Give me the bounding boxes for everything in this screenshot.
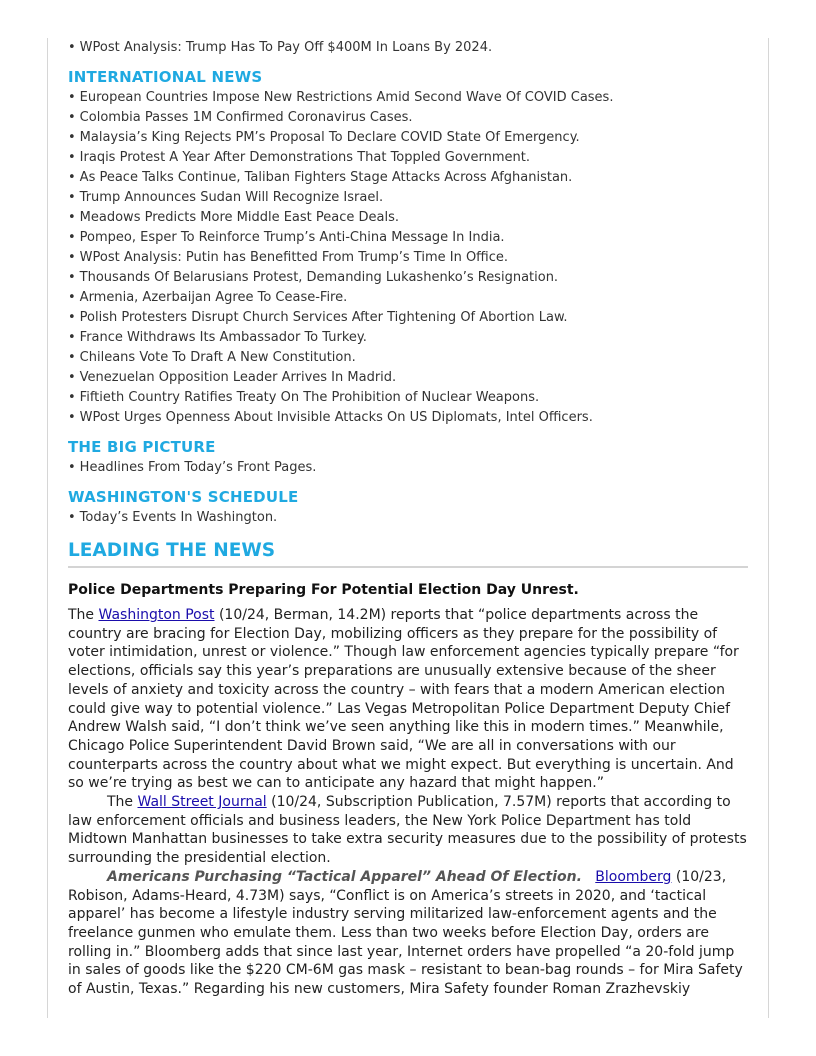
bullet-icon: • (68, 150, 76, 165)
wall-street-journal-link[interactable]: Wall Street Journal (137, 794, 267, 811)
bullet-icon: • (68, 170, 76, 185)
headline-text: Meadows Predicts More Middle East Peace Deals. (79, 210, 400, 225)
bullet-icon: • (68, 270, 76, 285)
bullet-icon: • (68, 390, 76, 405)
bullet-icon: • (68, 350, 76, 365)
subarticle-title: Americans Purchasing “Tactical Apparel” Ahead Of Election. (107, 868, 582, 885)
headline-item[interactable] (68, 388, 748, 408)
bloomberg-link[interactable]: Bloomberg (595, 868, 672, 885)
p1-lead: The (68, 607, 99, 623)
p3-body: (10/23, Robison, Adams-Heard, 4.73M) says, “Conflict is on America’s streets in 2020, and ‘tactical apparel’ has become a lifestyle industry serving militarized law-enforcement agents and the freelance gunmen who emulate them. Less than two weeks before Election Day, orders are rolling in.” Bloomberg adds that since last year, Internet orders have propelled “a 20-fold jump in sales of goods like the $220 CM-6M gas mask – resistant to bean-bag rounds – for Mira Safety of Austin, Texas.” Regarding his new customers, Mira Safety founder Roman Zrazhevskiy (68, 868, 743, 998)
headline-item[interactable] (68, 268, 748, 288)
article-title: Police Departments Preparing For Potential Election Day Unrest. (68, 582, 579, 598)
headline-item[interactable] (68, 188, 748, 208)
bullet-icon: • (68, 370, 76, 385)
headline-item[interactable] (68, 288, 748, 308)
international-news-heading: INTERNATIONAL NEWS (68, 68, 263, 86)
bullet-icon: • (68, 460, 76, 475)
headline-item[interactable] (68, 108, 748, 128)
bullet-icon: • (68, 210, 76, 225)
headline-text: Chileans Vote To Draft A New Constitution. (79, 350, 356, 365)
article-paragraph-3 (68, 868, 748, 999)
headline-text: WPost Analysis: Trump Has To Pay Off $400M In Loans By 2024. (79, 40, 493, 55)
headline-item[interactable] (68, 328, 748, 348)
international-news-list (68, 88, 748, 428)
headline-text: Polish Protesters Disrupt Church Services After Tightening Of Abortion Law. (79, 310, 568, 325)
big-picture-heading: THE BIG PICTURE (68, 438, 216, 456)
headline-text: Thousands Of Belarusians Protest, Demanding Lukashenko’s Resignation. (79, 270, 559, 285)
p2-lead: The (107, 794, 138, 811)
big-picture-list (68, 458, 748, 478)
washington-schedule-list (68, 508, 748, 528)
headline-text: Iraqis Protest A Year After Demonstrations That Toppled Government. (79, 150, 530, 165)
title-gap (582, 869, 595, 885)
headline-item[interactable] (68, 458, 748, 478)
headline-item[interactable] (68, 308, 748, 328)
headline-text: Malaysia’s King Rejects PM’s Proposal To Declare COVID State Of Emergency. (79, 130, 580, 145)
headline-item[interactable] (68, 128, 748, 148)
headline-text: WPost Analysis: Putin has Benefitted From Trump’s Time In Office. (79, 250, 509, 265)
headline-text: Colombia Passes 1M Confirmed Coronavirus Cases. (79, 110, 413, 125)
leading-the-news-heading: LEADING THE NEWS (68, 538, 748, 568)
headline-text: Venezuelan Opposition Leader Arrives In Madrid. (79, 370, 397, 385)
p2-body: (10/24, Subscription Publication, 7.57M) reports that according to law enforcement officials and business leaders, the New York Police Department has told Midtown Manhattan businesses to take extra security measures due to the possibility of protests surrounding the presidential election. (68, 794, 747, 867)
p1-body: (10/24, Berman, 14.2M) reports that “police departments across the country are bracing for Election Day, mobilizing officers as they prepare for the possibility of voter intimidation, unrest or violence.” Though law enforcement agencies typically prepare “for elections, officials say this year’s preparations are unusually extensive because of the sheer levels of anxiety and toxicity across the country – with fears that a modern American election could give way to potential violence.” Las Vegas Metropolitan Police Department Deputy Chief Andrew Walsh said, “I don’t think we’ve seen anything like this in modern times.” Meanwhile, Chicago Police Superintendent David Brown said, “We are all in conversations with our counterparts across the country about what we might expect. But everything is uncertain. And so we’re trying as best we can to anticipate any hazard that might happen.” (68, 607, 739, 792)
headline-item[interactable] (68, 408, 748, 428)
right-border (768, 38, 769, 1018)
headline-text: Trump Announces Sudan Will Recognize Israel. (79, 190, 384, 205)
bullet-icon: • (68, 130, 76, 145)
bullet-icon: • (68, 310, 76, 325)
bullet-icon: • (68, 290, 76, 305)
headline-text: Today’s Events In Washington. (79, 510, 278, 525)
headline-text: As Peace Talks Continue, Taliban Fighters Stage Attacks Across Afghanistan. (79, 170, 573, 185)
bullet-icon: • (68, 230, 76, 245)
bullet-icon: • (68, 190, 76, 205)
headline-item[interactable] (68, 88, 748, 108)
top-headline-list (68, 38, 748, 58)
bullet-icon: • (68, 40, 76, 55)
bullet-icon: • (68, 410, 76, 425)
article-paragraph-2 (68, 793, 748, 868)
bullet-icon: • (68, 110, 76, 125)
bullet-icon: • (68, 250, 76, 265)
headline-item[interactable] (68, 348, 748, 368)
headline-item[interactable] (68, 248, 748, 268)
headline-item[interactable] (68, 228, 748, 248)
headline-item[interactable] (68, 148, 748, 168)
headline-text: France Withdraws Its Ambassador To Turkey. (79, 330, 367, 345)
bullet-icon: • (68, 510, 76, 525)
headline-text: Fiftieth Country Ratifies Treaty On The Prohibition of Nuclear Weapons. (79, 390, 540, 405)
washington-post-link[interactable]: Washington Post (98, 607, 215, 623)
headline-item[interactable] (68, 168, 748, 188)
headline-text: WPost Urges Openness About Invisible Attacks On US Diplomats, Intel Officers. (79, 410, 593, 425)
article-paragraph-1 (68, 606, 748, 793)
headline-text: Armenia, Azerbaijan Agree To Cease-Fire. (79, 290, 348, 305)
headline-text: Pompeo, Esper To Reinforce Trump’s Anti-China Message In India. (79, 230, 505, 245)
washington-schedule-heading: WASHINGTON'S SCHEDULE (68, 488, 299, 506)
headline-item[interactable] (68, 368, 748, 388)
headline-item[interactable] (68, 208, 748, 228)
headline-item[interactable] (68, 38, 748, 58)
newsletter-body (68, 38, 748, 999)
bullet-icon: • (68, 330, 76, 345)
headline-text: Headlines From Today’s Front Pages. (79, 460, 317, 475)
bullet-icon: • (68, 90, 76, 105)
left-border (47, 38, 48, 1018)
headline-text: European Countries Impose New Restrictions Amid Second Wave Of COVID Cases. (79, 90, 614, 105)
headline-item[interactable] (68, 508, 748, 528)
